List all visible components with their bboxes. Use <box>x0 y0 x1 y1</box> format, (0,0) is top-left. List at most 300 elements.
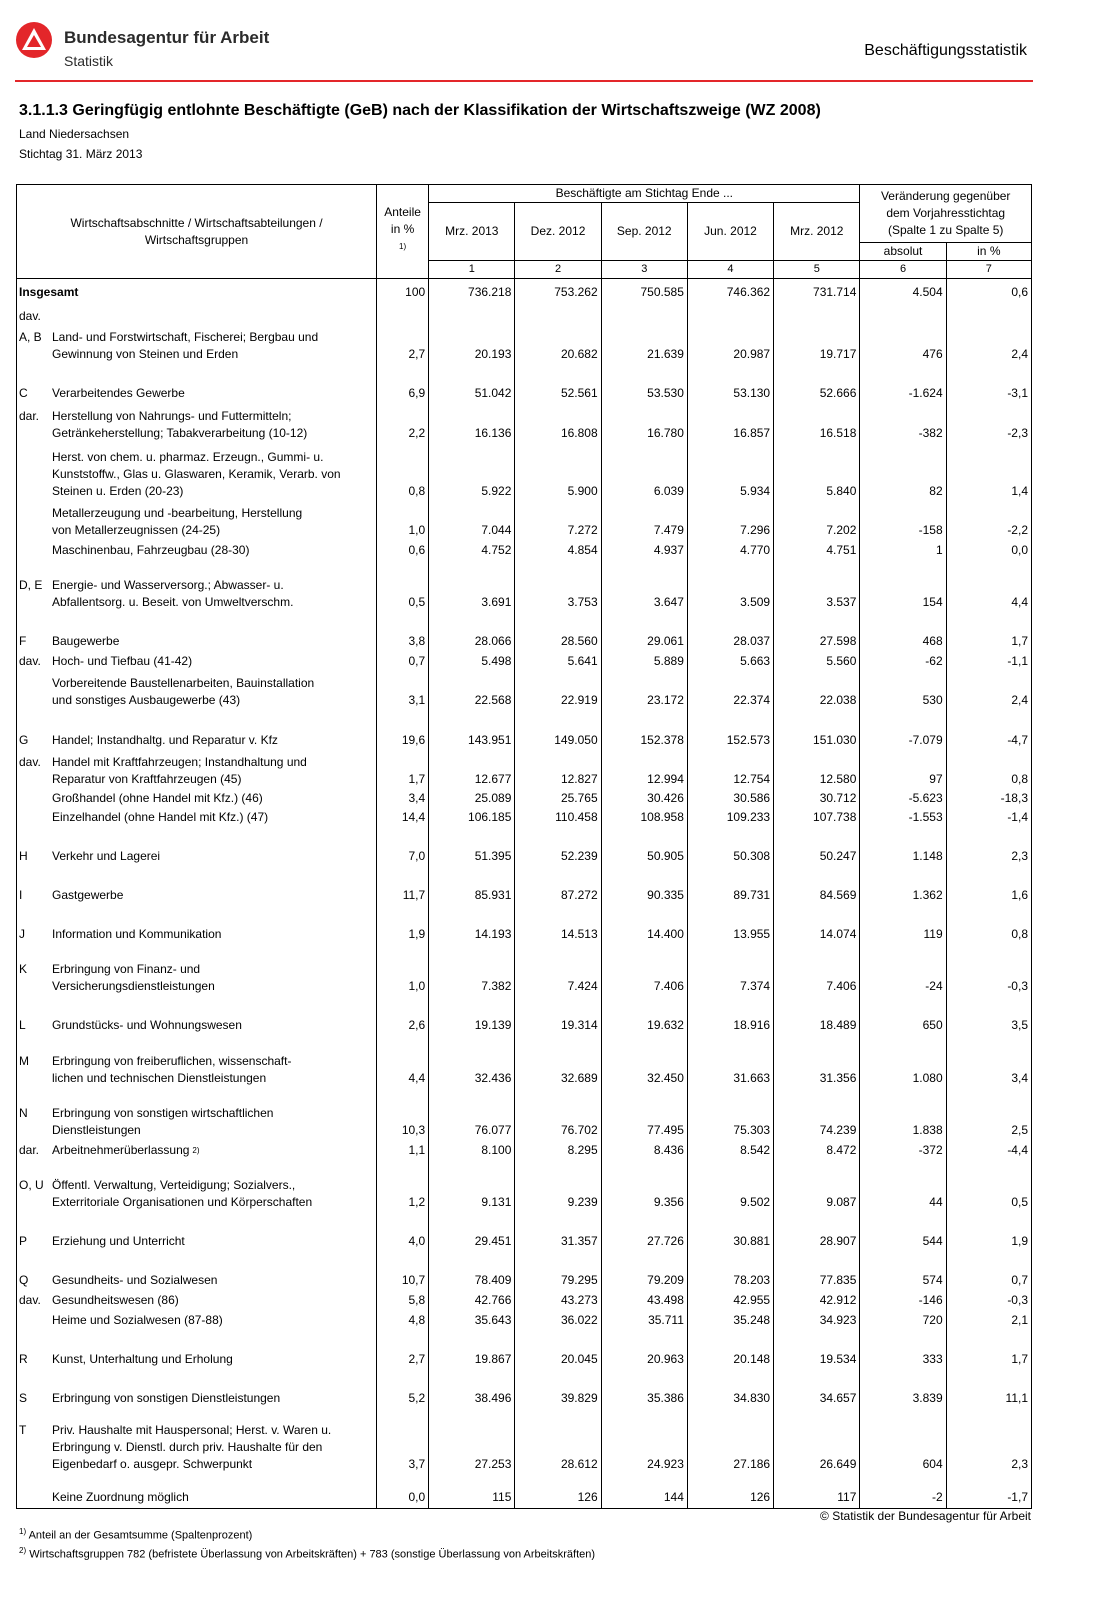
cell-change-pct: -4,7 <box>946 711 1031 751</box>
footnote-1: $^{1)}$ Anteil an der Gesamtsumme (Spaltenprozent) <box>19 1527 253 1542</box>
cell-value: 144 <box>601 1475 687 1509</box>
section-text: Erbringung von sonstigen wirtschaftlichen Dienstleistungen <box>52 1105 274 1137</box>
cell-change-abs: 1.838 <box>860 1089 946 1141</box>
cell-value: 28.037 <box>687 613 773 652</box>
cell-value: 19.139 <box>429 997 515 1036</box>
col-number: 6 <box>860 261 946 279</box>
cell-change-abs: 544 <box>860 1213 946 1252</box>
cell-value: 39.829 <box>515 1370 601 1409</box>
cell-change-pct: 2,3 <box>946 1409 1031 1475</box>
section-code: P <box>19 1233 28 1248</box>
cell-anteil: 2,7 <box>377 1331 429 1370</box>
row-label <box>17 945 377 997</box>
cell-change-pct: 2,4 <box>946 672 1031 711</box>
section-code <box>19 542 52 559</box>
cell-value: 31.663 <box>687 1036 773 1089</box>
cell-anteil: 2,7 <box>377 327 429 365</box>
section-label: Beschäftigungsstatistik <box>864 42 1027 59</box>
section-code: G <box>19 732 29 747</box>
row-label <box>17 404 377 444</box>
header-date-2: Dez. 2012 <box>515 203 601 261</box>
cell-anteil: 1,1 <box>377 1141 429 1161</box>
cell-value: 29.451 <box>429 1213 515 1252</box>
section-text: Einzelhandel (ohne Handel mit Kfz.) (47) <box>52 809 269 824</box>
cell-value: 30.881 <box>687 1213 773 1252</box>
cell-value: 9.502 <box>687 1161 773 1213</box>
cell-value: 34.657 <box>774 1370 860 1409</box>
cell-anteil: 0,0 <box>377 1475 429 1509</box>
cell-value: 5.889 <box>601 652 687 672</box>
cell-value: 35.248 <box>687 1311 773 1331</box>
cell-value: 50.308 <box>687 828 773 867</box>
copyright: © Statistik der Bundesagentur für Arbeit <box>820 1509 1031 1523</box>
header-date-1: Mrz. 2013 <box>429 203 515 261</box>
cell-change-pct: 1,4 <box>946 444 1031 502</box>
row-label <box>17 809 377 828</box>
cell-value: 19.534 <box>774 1331 860 1370</box>
header-date-5: Mrz. 2012 <box>774 203 860 261</box>
cell-value: 38.496 <box>429 1370 515 1409</box>
section-text: Gastgewerbe <box>52 887 124 902</box>
cell-value: 25.765 <box>515 790 601 809</box>
cell-anteil: 1,0 <box>377 945 429 997</box>
cell-anteil <box>377 303 429 327</box>
row-label <box>17 711 377 751</box>
cell-value: 5.560 <box>774 652 860 672</box>
section-code: dav. <box>19 308 41 323</box>
cell-value <box>774 303 860 327</box>
row-label <box>17 1141 377 1161</box>
table-row <box>17 652 1032 672</box>
cell-value: 52.666 <box>774 365 860 404</box>
cell-change-abs: -62 <box>860 652 946 672</box>
cell-value: 74.239 <box>774 1089 860 1141</box>
cell-value: 51.395 <box>429 828 515 867</box>
cell-value: 90.335 <box>601 867 687 906</box>
row-label <box>17 1409 377 1475</box>
table-row <box>17 1089 1032 1141</box>
table-row <box>17 1409 1032 1475</box>
cell-value: 5.641 <box>515 652 601 672</box>
section-code: R <box>19 1351 28 1366</box>
cell-anteil: 5,8 <box>377 1291 429 1311</box>
row-label <box>17 1213 377 1252</box>
col-number: 4 <box>687 261 773 279</box>
cell-value: 736.218 <box>429 279 515 303</box>
col-number: 5 <box>774 261 860 279</box>
section-text: Kunst, Unterhaltung und Erholung <box>52 1351 233 1366</box>
cell-value: 12.994 <box>601 751 687 790</box>
section-text: Erbringung von Finanz- und Versicherungsdienstleistungen <box>52 961 215 993</box>
cell-value: 16.808 <box>515 404 601 444</box>
cell-value: 18.489 <box>774 997 860 1036</box>
section-text: Grundstücks- und Wohnungswesen <box>52 1017 242 1032</box>
cell-value: 8.100 <box>429 1141 515 1161</box>
table-row <box>17 541 1032 561</box>
row-label <box>17 652 377 672</box>
cell-value <box>429 303 515 327</box>
section-code: dav. <box>19 653 41 668</box>
cell-value: 22.038 <box>774 672 860 711</box>
row-label <box>17 541 377 561</box>
section-code: dar. <box>19 408 40 423</box>
cell-value: 28.907 <box>774 1213 860 1252</box>
cell-value: 12.580 <box>774 751 860 790</box>
cell-value: 5.663 <box>687 652 773 672</box>
cell-value: 22.919 <box>515 672 601 711</box>
cell-change-pct: 3,4 <box>946 1036 1031 1089</box>
section-code: H <box>19 848 28 863</box>
cell-value: 3.509 <box>687 561 773 613</box>
cell-value: 22.568 <box>429 672 515 711</box>
cell-change-pct: -1,4 <box>946 809 1031 828</box>
table-row <box>17 1311 1032 1331</box>
cell-anteil: 10,3 <box>377 1089 429 1141</box>
section-text: Hoch- und Tiefbau (41-42) <box>52 653 193 668</box>
table-row <box>17 1141 1032 1161</box>
cell-change-abs: -158 <box>860 502 946 541</box>
cell-value: 22.374 <box>687 672 773 711</box>
cell-change-pct: 1,9 <box>946 1213 1031 1252</box>
row-label <box>17 1036 377 1089</box>
row-label <box>17 1370 377 1409</box>
section-code: dar. <box>19 1142 40 1157</box>
cell-value: 7.374 <box>687 945 773 997</box>
cell-value: 110.458 <box>515 809 601 828</box>
section-text: Vorbereitende Baustellenarbeiten, Bauinstallation und sonstiges Ausbaugewerbe (43) <box>52 675 315 707</box>
table-row <box>17 561 1032 613</box>
section-text: Handel mit Kraftfahrzeugen; Instandhaltung und Reparatur von Kraftfahrzeugen (45) <box>52 754 307 786</box>
cell-value: 8.436 <box>601 1141 687 1161</box>
cell-value: 4.770 <box>687 541 773 561</box>
cell-change-abs: 650 <box>860 997 946 1036</box>
table-row <box>17 1213 1032 1252</box>
section-code: J <box>19 926 25 941</box>
section-text: Erziehung und Unterricht <box>52 1233 185 1248</box>
col-number: 7 <box>946 261 1031 279</box>
cell-change-pct: 2,3 <box>946 828 1031 867</box>
header-percent: in % <box>946 243 1031 261</box>
cell-anteil: 2,6 <box>377 997 429 1036</box>
cell-value: 20.682 <box>515 327 601 365</box>
cell-value: 77.495 <box>601 1089 687 1141</box>
cell-anteil: 19,6 <box>377 711 429 751</box>
table-row <box>17 444 1032 502</box>
cell-change-abs: 1.362 <box>860 867 946 906</box>
cell-value: 7.406 <box>774 945 860 997</box>
cell-value: 3.647 <box>601 561 687 613</box>
col-number: 1 <box>429 261 515 279</box>
region-label: Land Niedersachsen <box>19 127 130 141</box>
cell-value: 5.922 <box>429 444 515 502</box>
cell-anteil: 0,5 <box>377 561 429 613</box>
cell-change-pct: -1,1 <box>946 652 1031 672</box>
section-code <box>19 809 52 826</box>
section-code: dav. <box>19 1292 41 1307</box>
cell-value: 28.560 <box>515 613 601 652</box>
cell-anteil: 5,2 <box>377 1370 429 1409</box>
section-code <box>19 675 52 709</box>
row-label <box>17 561 377 613</box>
cell-value: 20.045 <box>515 1331 601 1370</box>
cell-value: 4.752 <box>429 541 515 561</box>
cell-value: 3.691 <box>429 561 515 613</box>
cell-value: 16.857 <box>687 404 773 444</box>
section-text: Maschinenbau, Fahrzeugbau (28-30) <box>52 542 250 557</box>
cell-value: 26.649 <box>774 1409 860 1475</box>
cell-value: 4.854 <box>515 541 601 561</box>
section-code: F <box>19 633 27 648</box>
footnote-2: $^{2)}$ Wirtschaftsgruppen 782 (befristete Überlassung von Arbeitskräften) + 783 (sonstige Überlassung von Arbeitskräften) <box>19 1546 596 1561</box>
cell-anteil: 0,8 <box>377 444 429 502</box>
cell-anteil: 6,9 <box>377 365 429 404</box>
cell-change-abs: 1.080 <box>860 1036 946 1089</box>
row-label <box>17 1331 377 1370</box>
section-text: Information und Kommunikation <box>52 926 222 941</box>
section-code: N <box>19 1105 28 1120</box>
header-date-3: Sep. 2012 <box>601 203 687 261</box>
cell-anteil: 10,7 <box>377 1252 429 1291</box>
cell-value: 151.030 <box>774 711 860 751</box>
table-row <box>17 404 1032 444</box>
cell-change-pct: 0,6 <box>946 279 1031 303</box>
cell-value: 76.702 <box>515 1089 601 1141</box>
row-label <box>17 867 377 906</box>
cell-value: 753.262 <box>515 279 601 303</box>
cell-change-abs: 154 <box>860 561 946 613</box>
cell-value: 79.295 <box>515 1252 601 1291</box>
cell-value: 84.569 <box>774 867 860 906</box>
cell-value: 52.561 <box>515 365 601 404</box>
table-row <box>17 809 1032 828</box>
cell-value: 27.253 <box>429 1409 515 1475</box>
cell-value: 9.356 <box>601 1161 687 1213</box>
cell-value: 5.900 <box>515 444 601 502</box>
cell-value: 16.136 <box>429 404 515 444</box>
cell-value: 6.039 <box>601 444 687 502</box>
row-label <box>17 327 377 365</box>
cell-change-abs: -7.079 <box>860 711 946 751</box>
cell-anteil: 4,4 <box>377 1036 429 1089</box>
cell-value: 78.203 <box>687 1252 773 1291</box>
cell-change-abs: 530 <box>860 672 946 711</box>
cell-value: 4.937 <box>601 541 687 561</box>
cell-change-pct: 2,1 <box>946 1311 1031 1331</box>
cell-anteil: 1,9 <box>377 906 429 945</box>
cell-change-abs: 82 <box>860 444 946 502</box>
cell-value: 35.643 <box>429 1311 515 1331</box>
cell-change-pct: 11,1 <box>946 1370 1031 1409</box>
cell-change-pct: 2,5 <box>946 1089 1031 1141</box>
cell-value: 20.987 <box>687 327 773 365</box>
section-text: Handel; Instandhaltg. und Reparatur v. Kfz <box>52 732 278 747</box>
row-label <box>17 303 377 327</box>
table-row <box>17 365 1032 404</box>
table-row <box>17 1252 1032 1291</box>
section-text: Arbeitnehmerüberlassung <box>52 1142 190 1157</box>
cell-value: 12.677 <box>429 751 515 790</box>
section-code <box>19 790 52 807</box>
row-label <box>17 1291 377 1311</box>
cell-change-pct <box>946 303 1031 327</box>
cell-anteil: 1,0 <box>377 502 429 541</box>
cell-change-abs: -1.553 <box>860 809 946 828</box>
table-head <box>17 185 1032 279</box>
cell-value: 53.530 <box>601 365 687 404</box>
cell-value: 9.131 <box>429 1161 515 1213</box>
cell-change-pct: 1,7 <box>946 1331 1031 1370</box>
cell-value: 7.202 <box>774 502 860 541</box>
cell-value: 31.357 <box>515 1213 601 1252</box>
section-text: Metallerzeugung und -bearbeitung, Herstellung von Metallerzeugnissen (24-25) <box>52 505 303 537</box>
cell-value: 117 <box>774 1475 860 1509</box>
cell-change-pct: 0,8 <box>946 751 1031 790</box>
header-change: Veränderung gegenüber dem Vorjahresstichtag (Spalte 1 zu Spalte 5) <box>860 185 1032 243</box>
cell-value: 32.436 <box>429 1036 515 1089</box>
section-text: Baugewerbe <box>52 633 120 648</box>
section-code <box>19 505 52 539</box>
cell-value: 9.087 <box>774 1161 860 1213</box>
cell-value: 731.714 <box>774 279 860 303</box>
cell-value: 107.738 <box>774 809 860 828</box>
statistics-table <box>16 184 1032 1509</box>
row-label <box>17 906 377 945</box>
cell-value: 76.077 <box>429 1089 515 1141</box>
cell-value: 7.479 <box>601 502 687 541</box>
cell-value: 12.827 <box>515 751 601 790</box>
table-row <box>17 867 1032 906</box>
cell-value: 7.044 <box>429 502 515 541</box>
cell-value: 28.612 <box>515 1409 601 1475</box>
cell-anteil: 0,7 <box>377 652 429 672</box>
cell-value: 19.314 <box>515 997 601 1036</box>
cell-value: 750.585 <box>601 279 687 303</box>
table-row <box>17 1291 1032 1311</box>
cell-value: 19.632 <box>601 997 687 1036</box>
cell-change-abs: 3.839 <box>860 1370 946 1409</box>
brand-name: Bundesagentur für Arbeit <box>64 28 270 47</box>
cell-value: 20.193 <box>429 327 515 365</box>
cell-value: 8.295 <box>515 1141 601 1161</box>
table-row <box>17 828 1032 867</box>
cell-change-abs: -5.623 <box>860 790 946 809</box>
col-number: 3 <box>601 261 687 279</box>
table-body <box>17 279 1032 1509</box>
section-code <box>19 449 52 500</box>
cell-value: 20.963 <box>601 1331 687 1370</box>
cell-value: 14.074 <box>774 906 860 945</box>
cell-value: 50.247 <box>774 828 860 867</box>
cell-change-pct: 1,7 <box>946 613 1031 652</box>
cell-value: 7.382 <box>429 945 515 997</box>
table-row <box>17 1331 1032 1370</box>
cell-value: 87.272 <box>515 867 601 906</box>
row-label <box>17 751 377 790</box>
brand-sub: Statistik <box>64 53 114 69</box>
section-text: Land- und Forstwirtschaft, Fischerei; Bergbau und Gewinnung von Steinen und Erden <box>52 329 319 361</box>
section-text: Gesundheits- und Sozialwesen <box>52 1272 218 1287</box>
cell-value: 20.148 <box>687 1331 773 1370</box>
reference-date: Stichtag 31. März 2013 <box>19 147 143 161</box>
section-text: Erbringung von freiberuflichen, wissenschaft- lichen und technischen Dienstleistungen <box>52 1053 292 1085</box>
section-code: M <box>19 1053 29 1068</box>
section-text: Verkehr und Lagerei <box>52 848 161 863</box>
cell-value: 32.689 <box>515 1036 601 1089</box>
cell-change-pct: -0,3 <box>946 945 1031 997</box>
section-text: Herst. von chem. u. pharmaz. Erzeugn., Gummi- u. Kunststoffw., Glas u. Glaswaren, Keramik, Verarb. von Steinen u. Erden (20-23) <box>52 449 341 498</box>
row-label <box>17 365 377 404</box>
cell-value: 34.830 <box>687 1370 773 1409</box>
cell-value: 27.726 <box>601 1213 687 1252</box>
cell-value: 30.586 <box>687 790 773 809</box>
section-code: C <box>19 385 28 400</box>
section-text: Erbringung von sonstigen Dienstleistungen <box>52 1390 281 1405</box>
cell-change-pct: 3,5 <box>946 997 1031 1036</box>
row-label <box>17 279 377 303</box>
cell-change-pct: -1,7 <box>946 1475 1031 1509</box>
cell-change-pct: -2,2 <box>946 502 1031 541</box>
row-label <box>17 1161 377 1213</box>
cell-value: 75.303 <box>687 1089 773 1141</box>
cell-value: 106.185 <box>429 809 515 828</box>
cell-value: 32.450 <box>601 1036 687 1089</box>
row-label <box>17 997 377 1036</box>
cell-anteil: 4,0 <box>377 1213 429 1252</box>
section-code: S <box>19 1390 28 1405</box>
table-row <box>17 906 1032 945</box>
header-group: Beschäftigte am Stichtag Ende ... <box>429 185 860 203</box>
section-text: Öffentl. Verwaltung, Verteidigung; Sozialvers., Exterritoriale Organisationen und Körperschaften <box>52 1177 313 1209</box>
table-row <box>17 672 1032 711</box>
cell-anteil: 3,7 <box>377 1409 429 1475</box>
cell-value: 5.840 <box>774 444 860 502</box>
cell-value: 21.639 <box>601 327 687 365</box>
cell-value: 27.598 <box>774 613 860 652</box>
cell-value: 16.780 <box>601 404 687 444</box>
cell-change-abs: 44 <box>860 1161 946 1213</box>
cell-change-abs: 720 <box>860 1311 946 1331</box>
cell-anteil: 7,0 <box>377 828 429 867</box>
row-label <box>17 828 377 867</box>
table-row <box>17 751 1032 790</box>
cell-value: 28.066 <box>429 613 515 652</box>
table-row <box>17 945 1032 997</box>
section-code: Q <box>19 1272 29 1287</box>
cell-change-abs: -2 <box>860 1475 946 1509</box>
cell-value: 43.273 <box>515 1291 601 1311</box>
cell-value: 5.498 <box>429 652 515 672</box>
section-text: Herstellung von Nahrungs- und Futtermitteln; Getränkeherstellung; Tabakverarbeitung (10-12) <box>52 408 308 440</box>
cell-change-abs: 119 <box>860 906 946 945</box>
cell-change-abs: 4.504 <box>860 279 946 303</box>
header-anteile: Anteile in %$^{1)}$ <box>377 185 429 279</box>
table-row <box>17 613 1032 652</box>
cell-value: 16.518 <box>774 404 860 444</box>
cell-change-pct: 0,5 <box>946 1161 1031 1213</box>
section-code: I <box>19 887 23 902</box>
cell-value: 126 <box>687 1475 773 1509</box>
section-text: Heime und Sozialwesen (87-88) <box>52 1312 223 1327</box>
cell-value: 85.931 <box>429 867 515 906</box>
cell-change-abs: -382 <box>860 404 946 444</box>
header-absolut: absolut <box>860 243 946 261</box>
cell-anteil: 3,8 <box>377 613 429 652</box>
cell-anteil: 2,2 <box>377 404 429 444</box>
cell-change-pct: 4,4 <box>946 561 1031 613</box>
cell-value: 5.934 <box>687 444 773 502</box>
cell-value: 29.061 <box>601 613 687 652</box>
cell-value: 108.958 <box>601 809 687 828</box>
